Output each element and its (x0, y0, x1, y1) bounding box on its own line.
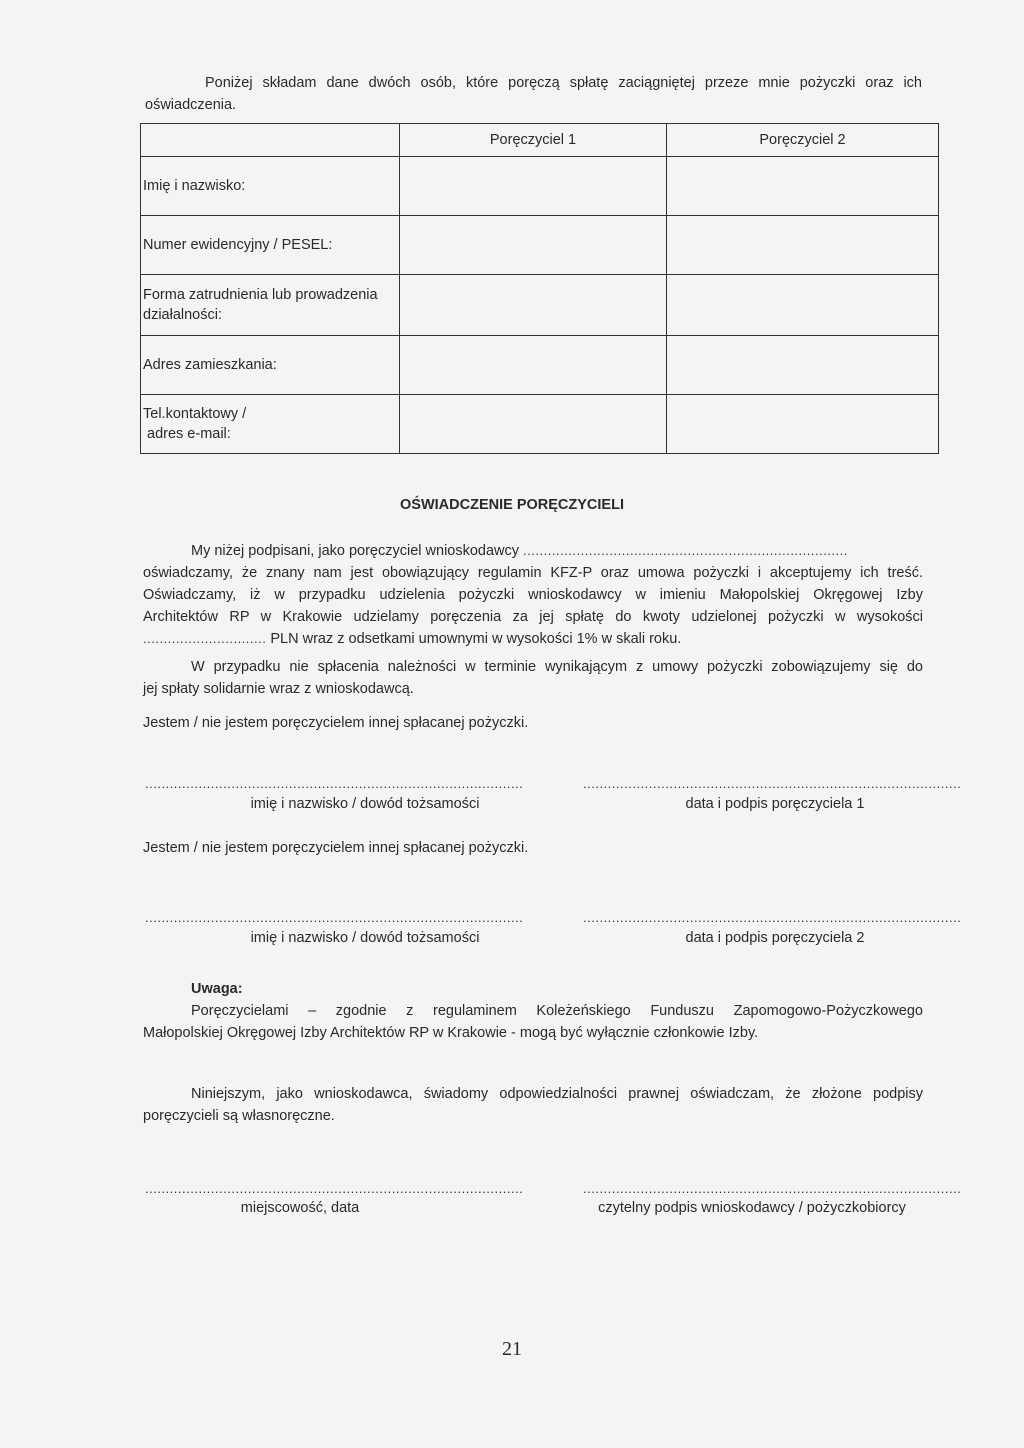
row-label-employment-line-1: Forma zatrudnienia lub prowadzenia (143, 287, 378, 303)
note-title: Uwaga: (191, 981, 243, 997)
section-heading: OŚWIADCZENIE PORĘCZYCIELI (400, 497, 624, 513)
declaration-line-5 (143, 628, 923, 650)
declaration-line-5-text: PLN wraz z odsetkami umownymi w wysokości 1% w skali roku. (270, 631, 682, 647)
row-label-name: Imię i nazwisko: (141, 157, 400, 216)
final-line-2: poręczycieli są własnoręczne. (143, 1108, 335, 1124)
declaration-line-1-text: My niżej podpisani, jako poręczyciel wnioskodawcy (191, 543, 520, 559)
row-label-pesel: Numer ewidencyjny / PESEL: (141, 216, 400, 275)
table-header-empty (141, 124, 400, 157)
intro-line-1: Poniżej składam dane dwóch osób, które poręczą spłatę zaciągniętej przeze mnie pożyczki oraz ich (205, 75, 922, 91)
header-guarantor-1: Poręczyciel 1 (400, 124, 667, 157)
declaration-line-1 (143, 540, 923, 562)
final-line-1: Niniejszym, jako wnioskodawca, świadomy odpowiedzialności prawnej oświadczam, że złożone podpisy (191, 1086, 923, 1102)
declaration-p2-line-1: W przypadku nie spłacenia należności w terminie wynikającym z umowy pożyczki zobowiązujemy się do (191, 659, 923, 675)
declaration-line-4: Architektów RP w Krakowie udzielamy poręczenia za jej spłatę do kwoty udzielonej pożyczki w wysokości (143, 609, 923, 625)
guarantor-2-signature-caption: data i podpis poręczyciela 2 (685, 930, 865, 946)
guarantor-1-date-signature-line[interactable]: ............................................................................................ (583, 776, 962, 791)
table-row (141, 395, 939, 454)
intro-line-2: oświadczenia. (145, 97, 237, 113)
guarantor-1-employment-field[interactable] (400, 275, 667, 336)
guarantor-1-pesel-field[interactable] (400, 216, 667, 275)
intro-paragraph (145, 72, 922, 116)
final-statement (143, 1083, 923, 1127)
row-label-address: Adres zamieszkania: (141, 336, 400, 395)
guarantor-2-id-signature-line[interactable]: ............................................................................................ (145, 910, 524, 925)
table-header-row (141, 124, 939, 157)
guarantor-2-contact-field[interactable] (667, 395, 939, 454)
declaration-block (143, 540, 923, 734)
note-block (143, 978, 923, 1044)
guarantor-1-contact-field[interactable] (400, 395, 667, 454)
guarantor-1-id-caption: imię i nazwisko / dowód tożsamości (250, 796, 480, 812)
row-label-employment-line-2: działalności: (143, 307, 222, 323)
guarantor-2-name-field[interactable] (667, 157, 939, 216)
page-number: 21 (502, 1338, 522, 1360)
table-row (141, 157, 939, 216)
guarantor-2-pesel-field[interactable] (667, 216, 939, 275)
amount-blank[interactable]: .............................. (143, 631, 267, 646)
table-row (141, 216, 939, 275)
row-label-contact-line-2: adres e-mail: (147, 426, 231, 442)
guarantor-2-address-field[interactable] (667, 336, 939, 395)
declaration-line-2: oświadczamy, że znany nam jest obowiązujący regulamin KFZ-P oraz umowa pożyczki i akceptujemy ich treść. (143, 565, 923, 581)
row-label-contact (141, 395, 400, 454)
place-date-caption: miejscowość, data (240, 1200, 360, 1216)
declaration-line-3: Oświadczamy, iż w przypadku udzielenia pożyczki wnioskodawcy w imieniu Małopolskiej Okręgowej Izby (143, 587, 923, 603)
table-row (141, 336, 939, 395)
declaration-p2-line-2: jej spłaty solidarnie wraz z wnioskodawcą. (143, 681, 414, 697)
applicant-name-blank[interactable]: ............................................................................... (523, 543, 848, 558)
place-date-signature-line[interactable]: ............................................................................................ (145, 1181, 524, 1196)
note-line-2: Małopolskiej Okręgowej Izby Architektów RP w Krakowie - mogą być wyłącznie członkowie Izby. (143, 1025, 759, 1041)
guarantor-2-date-signature-line[interactable]: ............................................................................................ (583, 910, 962, 925)
row-label-contact-line-1: Tel.kontaktowy / (143, 406, 247, 422)
table-row (141, 275, 939, 336)
guarantors-table (140, 123, 939, 454)
guarantor-1-address-field[interactable] (400, 336, 667, 395)
guarantor-2-id-caption: imię i nazwisko / dowód tożsamości (250, 930, 480, 946)
row-label-employment (141, 275, 400, 336)
guarantor-1-id-signature-line[interactable]: ............................................................................................ (145, 776, 524, 791)
guarantor-1-name-field[interactable] (400, 157, 667, 216)
applicant-signature-line[interactable]: ............................................................................................ (583, 1181, 962, 1196)
guarantor-2-employment-field[interactable] (667, 275, 939, 336)
guarantor-1-signature-caption: data i podpis poręczyciela 1 (685, 796, 865, 812)
other-loan-statement-2: Jestem / nie jestem poręczycielem innej spłacanej pożyczki. (143, 840, 529, 856)
other-loan-statement-1: Jestem / nie jestem poręczycielem innej spłacanej pożyczki. (143, 715, 529, 731)
applicant-signature-caption: czytelny podpis wnioskodawcy / pożyczkobiorcy (598, 1200, 906, 1216)
note-line-1: Poręczycielami – zgodnie z regulaminem Koleżeńskiego Funduszu Zapomogowo-Pożyczkowego (191, 1003, 923, 1019)
header-guarantor-2: Poręczyciel 2 (667, 124, 939, 157)
